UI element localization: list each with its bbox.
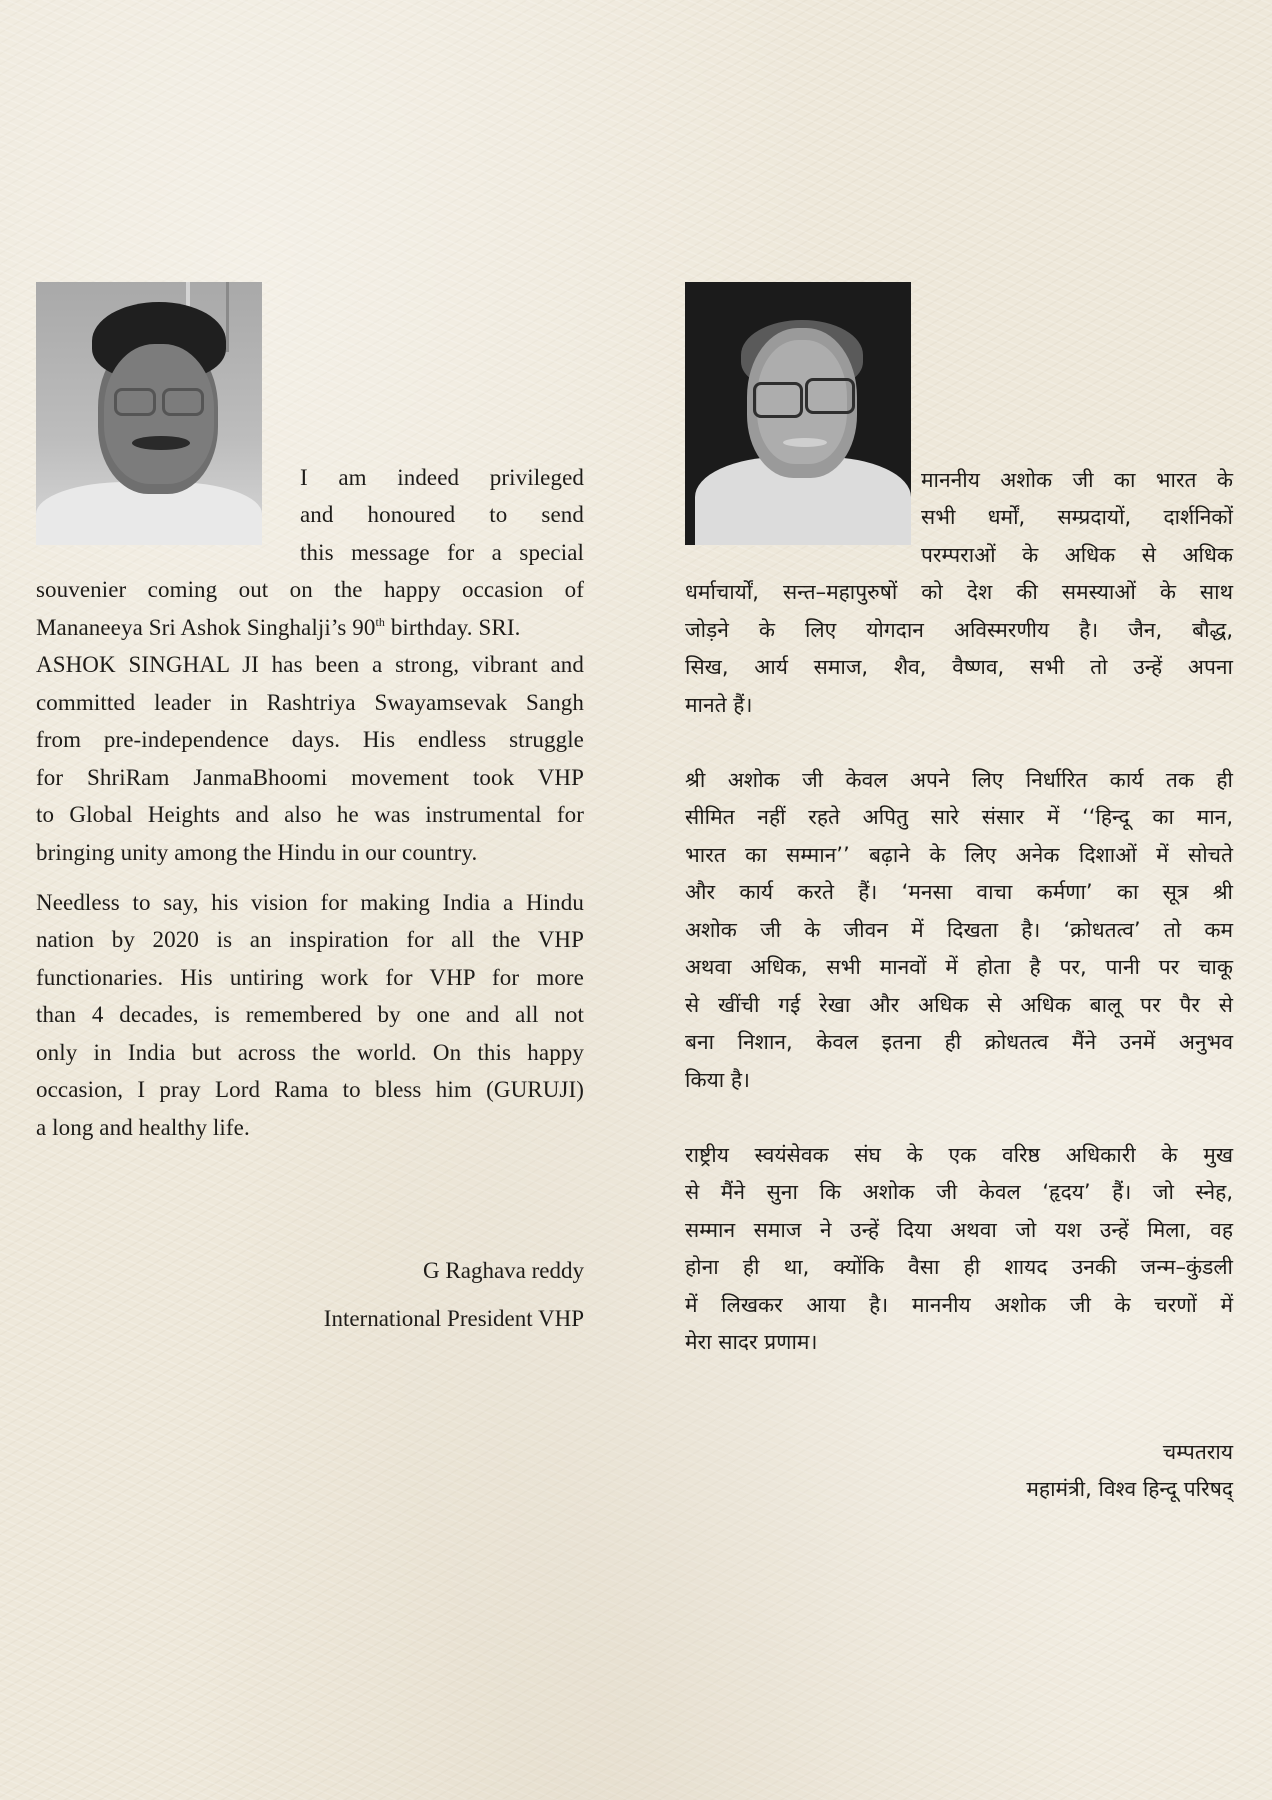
glasses-right-lens	[805, 378, 855, 414]
portrait-photo-left	[36, 282, 262, 545]
paragraph-line: माननीय अशोक जी का भारत के	[921, 468, 1233, 492]
paragraph-line: Needless to say, his vision for making India a Hindu	[36, 890, 584, 915]
paragraph-line: में लिखकर आया है। माननीय अशोक जी के चरणों में	[685, 1293, 1233, 1317]
paragraph-line: I am indeed privileged	[300, 465, 584, 490]
paragraph-line: nation by 2020 is an inspiration for all the VHP	[36, 927, 584, 952]
paragraph-line: भारत का सम्मान’’ बढ़ाने के लिए अनेक दिशाओं में सोचते	[685, 843, 1233, 867]
paragraph-line: ASHOK SINGHAL JI has been a strong, vibrant and	[36, 652, 584, 677]
paragraph-line	[36, 609, 584, 646]
portrait-photo-right	[685, 282, 911, 545]
mustache-shape	[132, 436, 190, 450]
paragraph-line: for ShriRam JanmaBhoomi movement took VHP	[36, 765, 584, 790]
paragraph-line: to Global Heights and also he was instrumental for	[36, 802, 584, 827]
paragraph-line: होना ही था, क्योंकि वैसा ही शायद उनकी जन्म–कुंडली	[685, 1255, 1233, 1279]
paragraph-line: से मैंने सुना कि अशोक जी केवल ‘हृदय’ हैं। जो स्नेह,	[685, 1180, 1233, 1204]
ordinal-superscript: th	[375, 615, 385, 629]
paragraph-line: a long and healthy life.	[36, 1115, 250, 1140]
paragraph-line: जोड़ने के लिए योगदान अविस्मरणीय है। जैन, बौद्ध,	[685, 618, 1233, 642]
glasses-left-lens	[753, 382, 803, 418]
paragraph-line-text: Mananeeya Sri Ashok Singhalji’s 90	[36, 615, 376, 640]
paragraph-line: मेरा सादर प्रणाम।	[685, 1330, 818, 1354]
paragraph-line: souvenier coming out on the happy occasion of	[36, 577, 584, 602]
paragraph-line: from pre-independence days. His endless struggle	[36, 727, 584, 752]
paragraph-line: bringing unity among the Hindu in our country.	[36, 840, 478, 865]
paragraph-line: only in India but across the world. On this happy	[36, 1040, 584, 1065]
glasses-right-lens	[162, 388, 204, 416]
background-window-frame	[226, 282, 229, 352]
signature-name: चम्पतराय	[1162, 1440, 1233, 1464]
paragraph-line: सभी धर्मों, सम्प्रदायों, दार्शनिकों	[921, 505, 1233, 529]
paragraph-line: श्री अशोक जी केवल अपने लिए निर्धारित कार्य तक ही	[685, 768, 1233, 792]
paragraph-line: राष्ट्रीय स्वयंसेवक संघ के एक वरिष्ठ अधिकारी के मुख	[685, 1143, 1233, 1167]
signature-title: महामंत्री, विश्व हिन्दू परिषद्	[1026, 1477, 1233, 1501]
paragraph-line: than 4 decades, is remembered by one and all not	[36, 1002, 584, 1027]
paragraph-line: अथवा अधिक, सभी मानवों में होता है पर, पानी पर चाकू	[685, 955, 1233, 979]
paragraph-line: से खींची गई रेखा और अधिक से अधिक बालू पर पैर से	[685, 993, 1233, 1017]
glasses-left-lens	[114, 388, 156, 416]
paragraph-line: बना निशान, केवल इतना ही क्रोधतत्व मैंने उनमें अनुभव	[685, 1030, 1233, 1054]
paragraph-line: committed leader in Rashtriya Swayamsevak Sangh	[36, 690, 584, 715]
paragraph-line: functionaries. His untiring work for VHP for more	[36, 965, 584, 990]
signature-title: International President VHP	[323, 1306, 584, 1331]
paragraph-line: धर्माचार्यों, सन्त–महापुरुषों को देश की समस्याओं के साथ	[685, 580, 1233, 604]
paragraph-line: मानते हैं।	[685, 693, 753, 717]
paragraph-line: this message for a special	[300, 540, 584, 565]
paragraph-line: और कार्य करते हैं। ‘मनसा वाचा कर्मणा’ का सूत्र श्री	[685, 880, 1233, 904]
paragraph-line: अशोक जी के जीवन में दिखता है। ‘क्रोधतत्व’ तो कम	[685, 918, 1233, 942]
paragraph-line: सम्मान समाज ने उन्हें दिया अथवा जो यश उन्हें मिला, वह	[685, 1218, 1233, 1242]
paragraph-line: occasion, I pray Lord Rama to bless him (GURUJI)	[36, 1077, 584, 1102]
paragraph-line: परम्पराओं के अधिक से अधिक	[921, 543, 1233, 567]
paragraph-line: सीमित नहीं रहते अपितु सारे संसार में ‘‘हिन्दू का मान,	[685, 805, 1233, 829]
paragraph-line-text: birthday. SRI.	[384, 615, 521, 640]
paragraph-line: किया है।	[685, 1068, 750, 1092]
paragraph-line: सिख, आर्य समाज, शैव, वैष्णव, सभी तो उन्हें अपना	[685, 655, 1233, 679]
paragraph-line: and honoured to send	[300, 502, 584, 527]
signature-name: G Raghava reddy	[423, 1258, 584, 1283]
mustache-shape	[783, 438, 827, 447]
